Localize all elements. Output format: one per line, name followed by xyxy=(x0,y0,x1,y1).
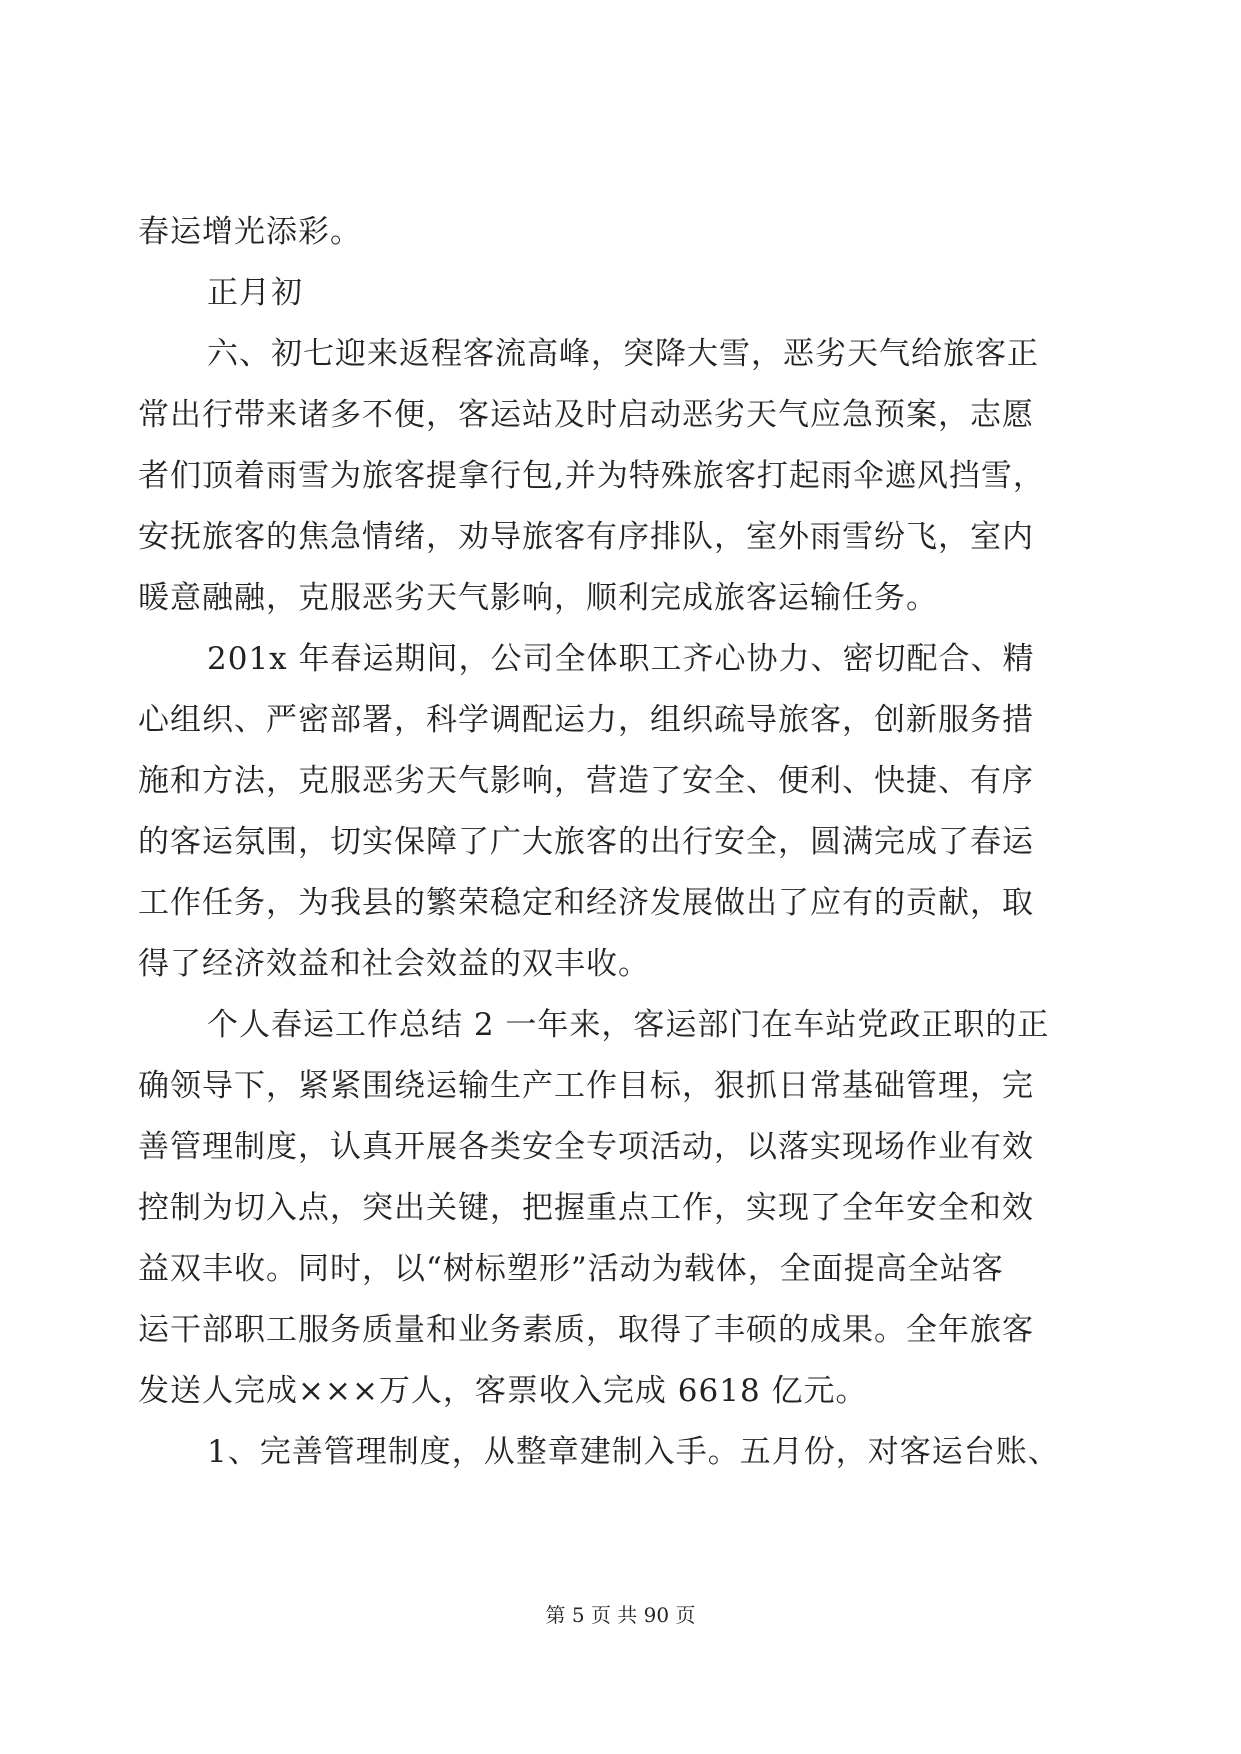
text-line: 的客运氛围，切实保障了广大旅客的出行安全，圆满完成了春运 xyxy=(138,824,1034,860)
page-number-footer: 第 5 页 共 90 页 xyxy=(545,1603,696,1627)
text-line: 运干部职工服务质量和业务素质，取得了丰硕的成果。全年旅客 xyxy=(138,1312,1034,1348)
text-line: 201x 年春运期间，公司全体职工齐心协力、密切配合、精 xyxy=(207,641,1035,677)
text-line: 正月初 xyxy=(207,275,303,311)
text-line: 安抚旅客的焦急情绪，劝导旅客有序排队，室外雨雪纷飞，室内 xyxy=(138,519,1034,555)
text-line: 益双丰收。同时，以“树标塑形”活动为载体，全面提高全站客 xyxy=(138,1251,1004,1287)
text-line: 施和方法，克服恶劣天气影响，营造了安全、便利、快捷、有序 xyxy=(138,763,1034,799)
text-line: 者们顶着雨雪为旅客提拿行包,并为特殊旅客打起雨伞遮风挡雪， xyxy=(138,458,1045,494)
text-line: 常出行带来诸多不便，客运站及时启动恶劣天气应急预案，志愿 xyxy=(138,397,1034,433)
text-line: 得了经济效益和社会效益的双丰收。 xyxy=(138,946,650,982)
text-line: 暖意融融，克服恶劣天气影响，顺利完成旅客运输任务。 xyxy=(138,580,938,616)
text-line: 春运增光添彩。 xyxy=(138,214,362,250)
text-line: 发送人完成×××万人，客票收入完成 6618 亿元。 xyxy=(138,1373,868,1409)
text-line: 工作任务，为我县的繁荣稳定和经济发展做出了应有的贡献，取 xyxy=(138,885,1034,921)
text-line: 1、完善管理制度，从整章建制入手。五月份，对客运台账、 xyxy=(207,1434,1060,1470)
text-line: 六、初七迎来返程客流高峰，突降大雪，恶劣天气给旅客正 xyxy=(207,336,1039,372)
text-line: 个人春运工作总结 2 一年来，客运部门在车站党政正职的正 xyxy=(207,1007,1050,1043)
text-line: 确领导下，紧紧围绕运输生产工作目标，狠抓日常基础管理，完 xyxy=(138,1068,1034,1104)
text-line: 善管理制度，认真开展各类安全专项活动，以落实现场作业有效 xyxy=(138,1129,1034,1165)
text-line: 心组织、严密部署，科学调配运力，组织疏导旅客，创新服务措 xyxy=(138,702,1034,738)
text-line: 控制为切入点，突出关键，把握重点工作，实现了全年安全和效 xyxy=(138,1190,1034,1226)
